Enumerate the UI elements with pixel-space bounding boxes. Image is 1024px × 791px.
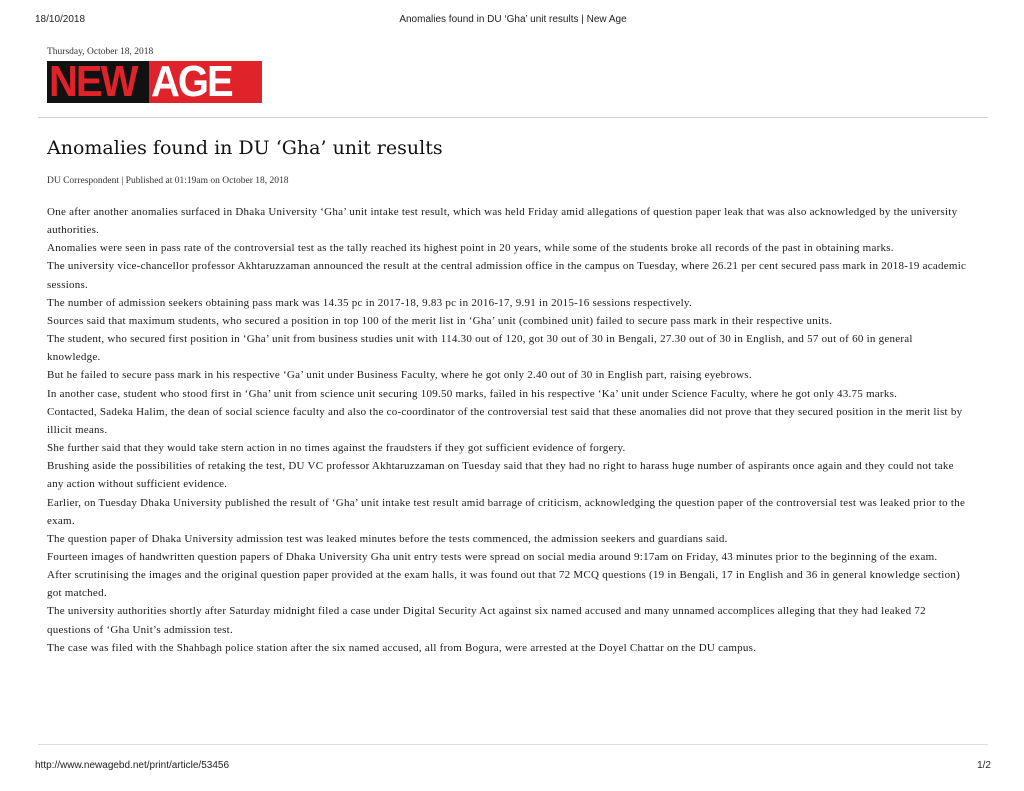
article-headline: Anomalies found in DU ‘Gha’ unit results (47, 137, 443, 159)
article-paragraph: Brushing aside the possibilities of retaking the test, DU VC professor Akhtaruzzaman on Tuesday said that they had no right to harass huge number of aspirants once again and they could not take any action without sufficient evidence. (47, 460, 954, 491)
print-page-title: Anomalies found in DU ‘Gha’ unit results | New Age (399, 14, 627, 25)
article-paragraph: In another case, student who stood first in ‘Gha’ unit from science unit securing 109.50 marks, failed in his respective ‘Ka’ unit under Science Faculty, where he got only 43.75 marks. (47, 387, 898, 400)
article-paragraph: The number of admission seekers obtaining pass mark was 14.35 pc in 2017-18, 9.83 pc in 2016-17, 9.91 in 2015-16 sessions respectively. (47, 296, 692, 309)
logo-age-block (151, 61, 232, 103)
article-paragraph: She further said that they would take stern action in no times against the fraudsters if they got sufficient evidence of forgery. (47, 442, 626, 455)
article-paragraph: Sources said that maximum students, who secured a position in top 100 of the merit list in ‘Gha’ unit (combined unit) failed to secure pass mark in their respective units. (47, 314, 833, 327)
page-number: 1/2 (977, 760, 991, 771)
article-paragraph: Anomalies were seen in pass rate of the controversial test as the tally reached its highest point in 20 years, while some of the students broke all records of the past in obtaining marks. (47, 242, 894, 255)
article-byline: DU Correspondent | Published at 01:19am on October 18, 2018 (47, 176, 289, 186)
article-url-link[interactable]: http://www.newagebd.net/print/article/53456 (35, 760, 230, 771)
article-paragraph: The question paper of Dhaka University admission test was leaked minutes before the tests commenced, the admission seekers and guardians said. (47, 532, 728, 545)
article-paragraph: One after another anomalies surfaced in Dhaka University ‘Gha’ unit intake test result, which was held Friday amid allegations of question paper leak that was also acknowledged by the university authorities. (47, 206, 958, 237)
article-paragraph: Fourteen images of handwritten question papers of Dhaka University Gha unit entry tests were spread on social media around 9:17am on Friday, 43 minutes prior to the beginning of the exam. (47, 550, 938, 563)
logo-new-block (47, 61, 149, 103)
footer-divider (38, 744, 988, 745)
article-paragraph: Earlier, on Tuesday Dhaka University published the result of ‘Gha’ unit intake test result amid barrage of criticism, acknowledging the question paper of the controversial test was leaked prior to the exam. (47, 496, 966, 527)
logo-text-new: NEW (49, 61, 137, 103)
print-footer (35, 760, 991, 774)
article-body (47, 203, 969, 657)
article-paragraph: The university authorities shortly after Saturday midnight filed a case under Digital Security Act against six named accused and many unnamed accomplices alleging that they had leaked 72 questions of ‘Gha Unit’s admission test. (47, 605, 926, 636)
article-paragraph: The university vice-chancellor professor Akhtaruzzaman announced the result at the central admission office in the campus on Tuesday, where 26.21 per cent secured pass mark in 2018-19 academic sessions. (47, 260, 967, 291)
masthead-dateline: Thursday, October 18, 2018 (47, 47, 154, 57)
logo-text-age: AGE (151, 61, 232, 103)
article-paragraph: After scrutinising the images and the original question paper provided at the exam halls, it was found out that 72 MCQ questions (19 in Bengali, 17 in English and 36 in general knowledge section) got matched. (47, 569, 960, 600)
header-divider (38, 117, 988, 118)
newage-logo (47, 61, 262, 103)
article-paragraph: But he failed to secure pass mark in his respective ‘Ga’ unit under Business Faculty, where he got only 2.40 out of 30 in English part, raising eyebrows. (47, 369, 752, 382)
print-date: 18/10/2018 (35, 14, 86, 25)
article-paragraph: The student, who secured first position in ‘Gha’ unit from business studies unit with 114.30 out of 120, got 30 out of 30 in Bengali, 27.30 out of 30 in English, and 57 out of 60 in general knowledge. (47, 333, 913, 364)
print-header (35, 14, 991, 28)
article-paragraph: The case was filed with the Shahbagh police station after the six named accused, all from Bogura, were arrested at the Doyel Chattar on the DU campus. (47, 641, 757, 654)
article-paragraph: Contacted, Sadeka Halim, the dean of social science faculty and also the co-coordinator of the controversial test said that these anomalies did not prove that they secured position in the merit list by illicit means. (47, 405, 963, 436)
